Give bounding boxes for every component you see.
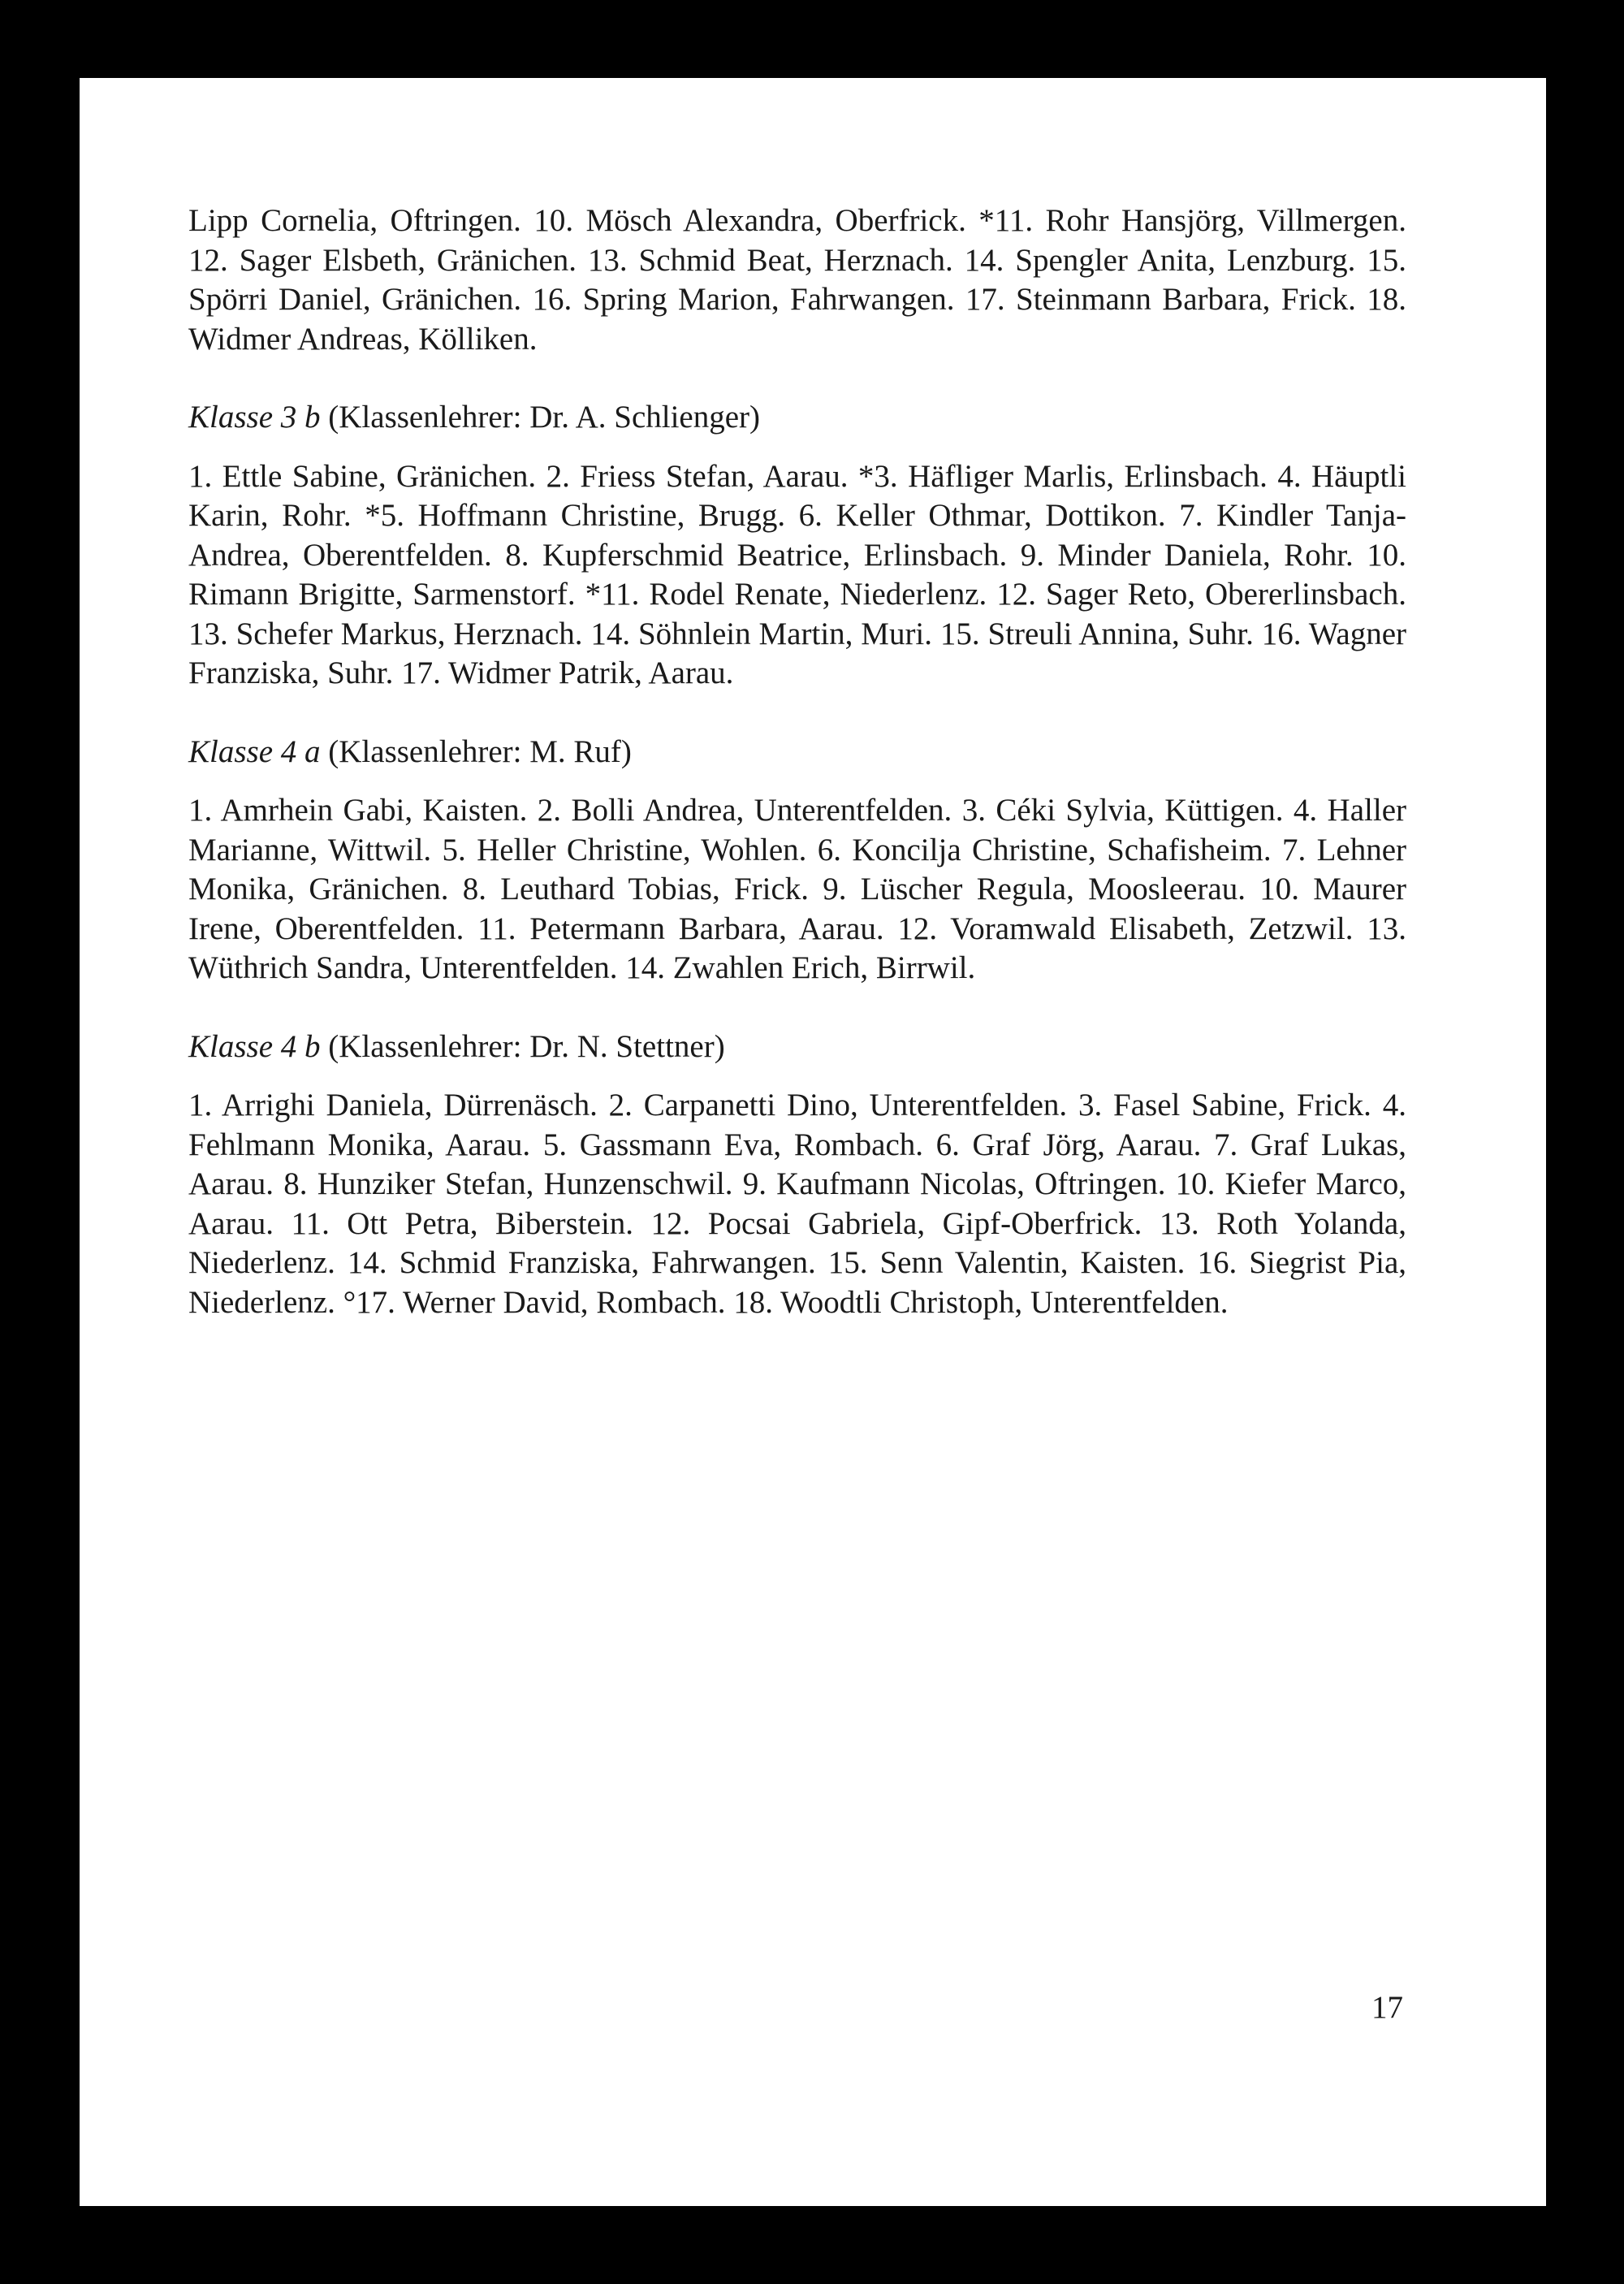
section-klasse-3b	[188, 398, 1406, 694]
page-content	[188, 201, 1406, 1322]
student-list: 1. Ettle Sabine, Gränichen. 2. Friess Stefan, Aarau. *3. Häfliger Marlis, Erlinsbach. 4. Häuptli Karin, Rohr. *5. Hoffmann Christine, Brugg. 6. Keller Othmar, Dottikon. 7. Kindler Tanja-Andrea, Oberentfelden. 8. Kupferschmid Beatrice, Erlinsbach. 9. Minder Daniela, Rohr. 10. Rimann Brigitte, Sarmenstorf. *11. Rodel Renate, Niederlenz. 12. Sager Reto, Obererlinsbach. 13. Schefer Markus, Herznach. 14. Söhnlein Martin, Muri. 15. Streuli Annina, Suhr. 16. Wagner Franziska, Suhr. 17. Widmer Patrik, Aarau.	[188, 458, 1406, 690]
intro-paragraph: Lipp Cornelia, Oftringen. 10. Mösch Alexandra, Oberfrick. *11. Rohr Hansjörg, Villmergen. 12. Sager Elsbeth, Gränichen. 13. Schmid Beat, Herznach. 14. Spengler Anita, Lenzburg. 15. Spörri Daniel, Gränichen. 16. Spring Marion, Fahrwangen. 17. Steinmann Barbara, Frick. 18. Widmer Andreas, Kölliken.	[188, 203, 1406, 357]
page-number: 17	[1371, 1990, 1403, 2025]
section-heading	[188, 1027, 1406, 1067]
class-teacher: (Klassenlehrer: M. Ruf)	[328, 733, 632, 769]
class-teacher: (Klassenlehrer: Dr. N. Stettner)	[328, 1028, 725, 1064]
class-label: Klasse 4 a	[188, 733, 321, 769]
class-label: Klasse 4 b	[188, 1028, 321, 1064]
section-klasse-4b	[188, 1027, 1406, 1323]
section-heading	[188, 733, 1406, 772]
class-teacher: (Klassenlehrer: Dr. A. Schlienger)	[328, 400, 761, 435]
student-list: 1. Amrhein Gabi, Kaisten. 2. Bolli Andrea, Unterentfelden. 3. Céki Sylvia, Küttigen. 4. Haller Marianne, Wittwil. 5. Heller Christine, Wohlen. 6. Koncilja Christine, Schafisheim. 7. Lehner Monika, Gränichen. 8. Leuthard Tobias, Frick. 9. Lüscher Regula, Moosleerau. 10. Maurer Irene, Oberentfelden. 11. Petermann Barbara, Aarau. 12. Voramwald Elisabeth, Zetzwil. 13. Wüthrich Sandra, Unterentfelden. 14. Zwahlen Erich, Birrwil.	[188, 793, 1406, 985]
document-page	[80, 78, 1546, 2206]
student-list: 1. Arrighi Daniela, Dürrenäsch. 2. Carpanetti Dino, Unterentfelden. 3. Fasel Sabine, Frick. 4. Fehlmann Monika, Aarau. 5. Gassmann Eva, Rombach. 6. Graf Jörg, Aarau. 7. Graf Lukas, Aarau. 8. Hunziker Stefan, Hunzenschwil. 9. Kaufmann Nicolas, Oftringen. 10. Kiefer Marco, Aarau. 11. Ott Petra, Biberstein. 12. Pocsai Gabriela, Gipf-Oberfrick. 13. Roth Yolanda, Niederlenz. 14. Schmid Franziska, Fahrwangen. 15. Senn Valentin, Kaisten. 16. Siegrist Pia, Niederlenz. °17. Werner David, Rombach. 18. Woodtli Christoph, Unterentfelden.	[188, 1088, 1406, 1320]
section-klasse-4a	[188, 733, 1406, 988]
class-label: Klasse 3 b	[188, 400, 321, 435]
section-heading	[188, 398, 1406, 438]
